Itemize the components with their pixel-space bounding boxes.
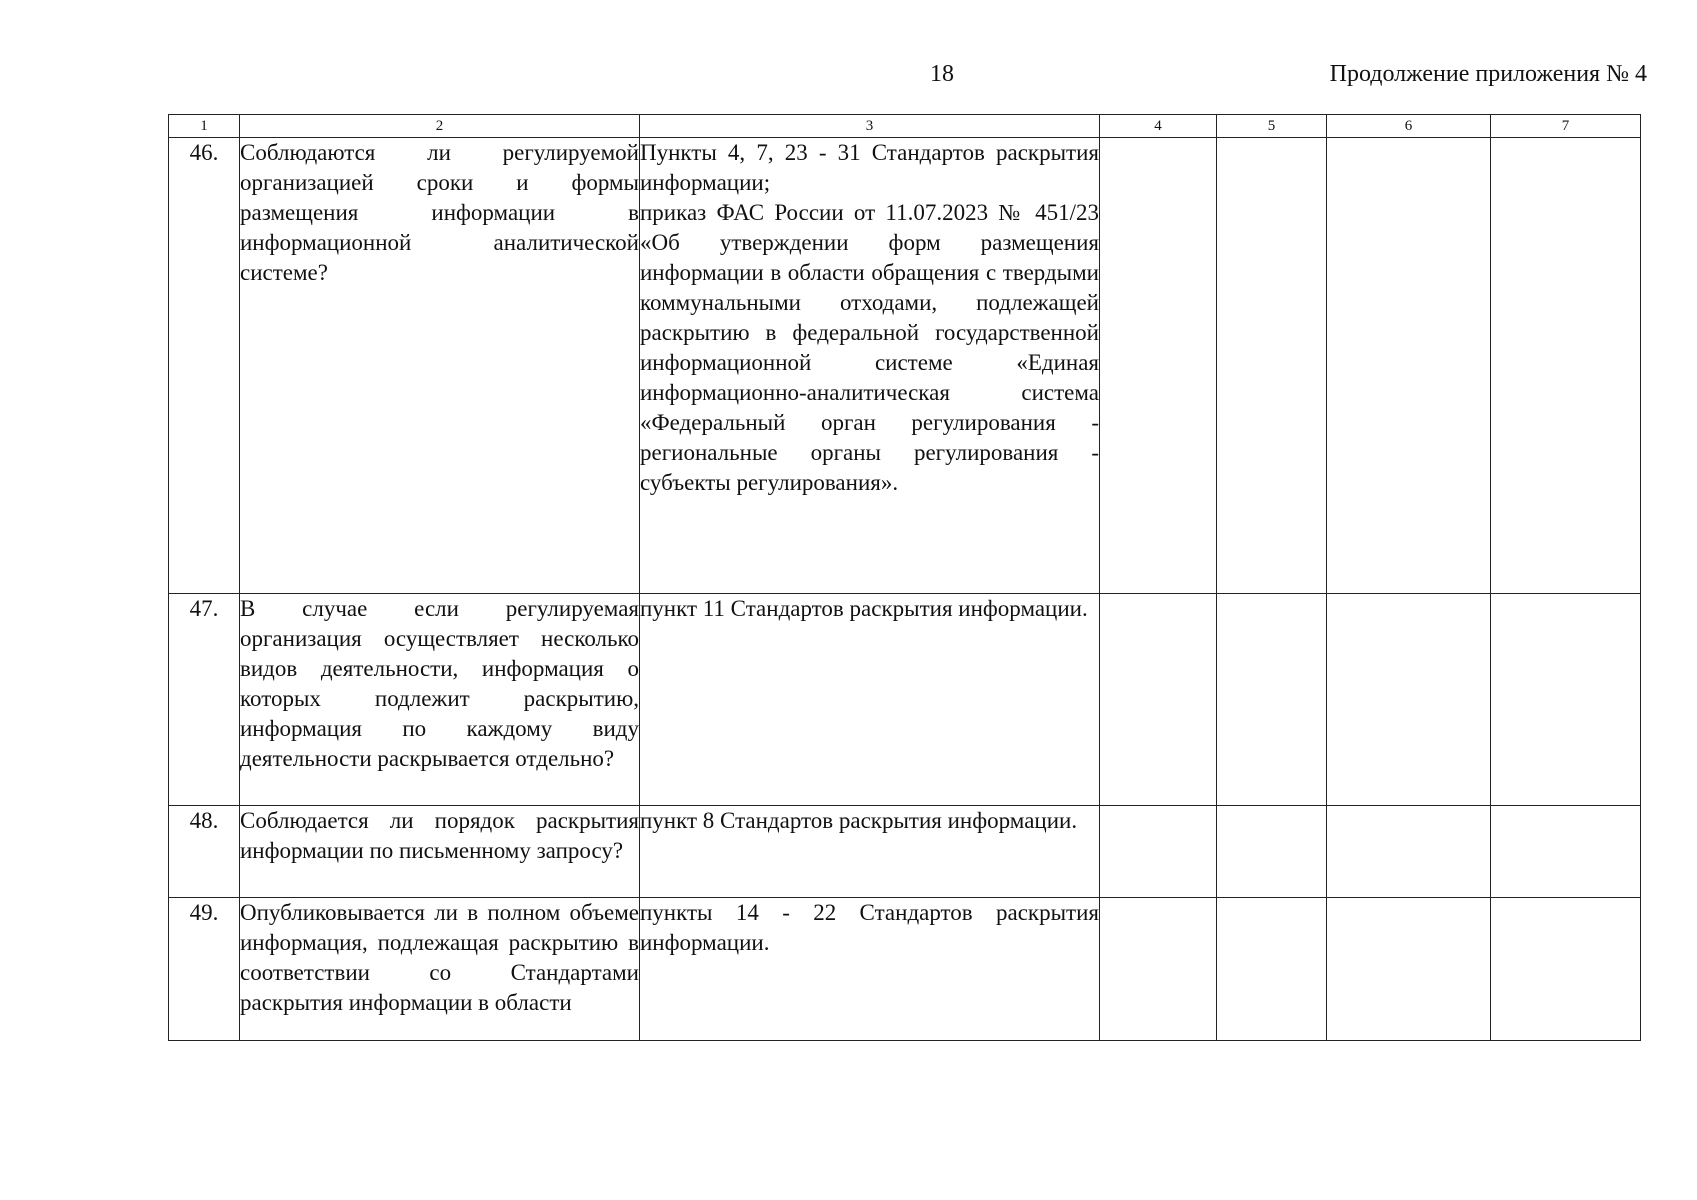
row-number: 47. bbox=[169, 594, 240, 806]
legal-reference-cell: пункты 14 - 22 Стандартов раскрытия информации. bbox=[640, 898, 1100, 1041]
empty-cell bbox=[1491, 806, 1641, 898]
empty-cell bbox=[1217, 138, 1327, 594]
appendix-continuation-note: Продолжение приложения № 4 bbox=[1329, 61, 1647, 87]
table-row bbox=[169, 806, 1641, 898]
column-header-3: 3 bbox=[640, 115, 1100, 138]
question-cell: Соблюдается ли порядок раскрытия информации по письменному запросу? bbox=[240, 806, 640, 898]
row-number: 49. bbox=[169, 898, 240, 1041]
checklist-table bbox=[168, 114, 1641, 1041]
empty-cell bbox=[1491, 138, 1641, 594]
column-number-row bbox=[169, 115, 1641, 138]
row-number: 46. bbox=[169, 138, 240, 594]
column-header-1: 1 bbox=[169, 115, 240, 138]
empty-cell bbox=[1217, 806, 1327, 898]
empty-cell bbox=[1217, 898, 1327, 1041]
table-row bbox=[169, 594, 1641, 806]
row-number: 48. bbox=[169, 806, 240, 898]
question-cell: Опубликовывается ли в полном объеме информация, подлежащая раскрытию в соответствии со Стандартами раскрытия информации в области bbox=[240, 898, 640, 1041]
legal-reference-part: Пункты 4, 7, 23 - 31 Стандартов раскрытия информации; bbox=[640, 140, 1099, 195]
empty-cell bbox=[1327, 898, 1491, 1041]
empty-cell bbox=[1327, 806, 1491, 898]
empty-cell bbox=[1100, 898, 1217, 1041]
empty-cell bbox=[1100, 138, 1217, 594]
empty-cell bbox=[1327, 138, 1491, 594]
column-header-5: 5 bbox=[1217, 115, 1327, 138]
column-header-6: 6 bbox=[1327, 115, 1491, 138]
legal-reference-cell: пункт 8 Стандартов раскрытия информации. bbox=[640, 806, 1100, 898]
legal-reference-cell: пункт 11 Стандартов раскрытия информации. bbox=[640, 594, 1100, 806]
empty-cell bbox=[1491, 898, 1641, 1041]
column-header-7: 7 bbox=[1491, 115, 1641, 138]
empty-cell bbox=[1217, 594, 1327, 806]
empty-cell bbox=[1100, 594, 1217, 806]
legal-reference-cell bbox=[640, 138, 1100, 594]
legal-reference-part: приказ ФАС России от 11.07.2023 № 451/23 «Об утверждении форм размещения информации в области обращения с твердыми коммунальными отходами, подлежащей раскрытию в федеральной государственной информационной системе «Единая информационно-аналитическая система «Федеральный орган регулирования - региональные органы регулирования - субъекты регулирования». bbox=[640, 200, 1099, 495]
empty-cell bbox=[1491, 594, 1641, 806]
column-header-4: 4 bbox=[1100, 115, 1217, 138]
empty-cell bbox=[1327, 594, 1491, 806]
question-cell: Соблюдаются ли регулируемой организацией сроки и формы размещения информации в информационной аналитической системе? bbox=[240, 138, 640, 594]
question-cell: В случае если регулируемая организация осуществляет несколько видов деятельности, информация о которых подлежит раскрытию, информация по каждому виду деятельности раскрывается отдельно? bbox=[240, 594, 640, 806]
column-header-2: 2 bbox=[240, 115, 640, 138]
empty-cell bbox=[1100, 806, 1217, 898]
table-row bbox=[169, 138, 1641, 594]
table-row bbox=[169, 898, 1641, 1041]
page-number: 18 bbox=[930, 61, 954, 87]
